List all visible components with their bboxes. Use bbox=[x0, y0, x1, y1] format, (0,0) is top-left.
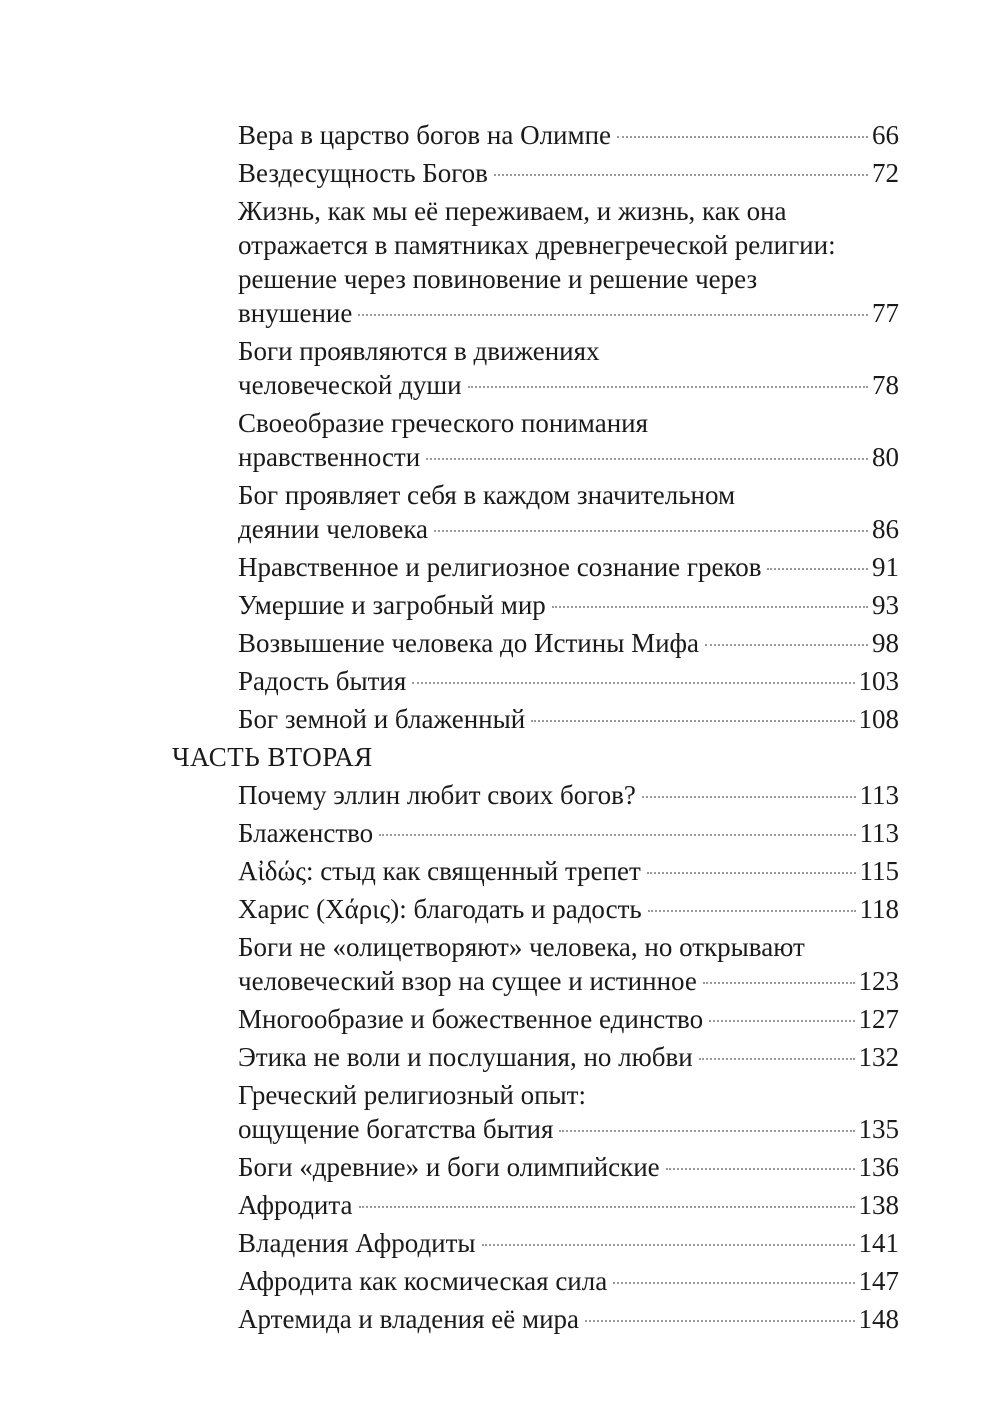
dot-leader bbox=[703, 981, 855, 984]
toc-entry-title-line: внушение bbox=[238, 298, 353, 328]
toc-entry bbox=[238, 664, 899, 698]
toc-entry-title-line: Греческий религиозный опыт: bbox=[238, 1080, 586, 1110]
toc-entry-last-line bbox=[238, 702, 899, 736]
toc-entry-last-line bbox=[238, 964, 899, 998]
toc-entry-last-line bbox=[238, 778, 899, 812]
toc-entry bbox=[238, 892, 899, 926]
toc-entry-last-line bbox=[238, 1188, 899, 1222]
page-number: 72 bbox=[872, 158, 899, 188]
dot-leader bbox=[613, 1281, 854, 1284]
toc-entry-last-line bbox=[238, 816, 899, 850]
toc-entry bbox=[238, 778, 899, 812]
page-number: 98 bbox=[872, 628, 899, 658]
toc-entry bbox=[238, 478, 899, 546]
dot-leader bbox=[705, 643, 868, 646]
toc-entry bbox=[238, 1040, 899, 1074]
toc-entry bbox=[238, 702, 899, 736]
toc-entry bbox=[238, 1302, 899, 1336]
dot-leader bbox=[642, 795, 856, 798]
toc-entry-title-line: Своеобразие греческого понимания bbox=[238, 408, 649, 438]
toc-entry bbox=[238, 816, 899, 850]
dot-leader bbox=[359, 1205, 855, 1208]
page-number: 78 bbox=[872, 370, 899, 400]
toc-entry bbox=[238, 626, 899, 660]
toc-entry-title-line: отражается в памятниках древнегреческой религии: bbox=[238, 230, 836, 260]
table-of-contents bbox=[0, 118, 1000, 1340]
toc-entry-last-line bbox=[238, 1112, 899, 1146]
dot-leader bbox=[379, 833, 855, 836]
toc-entry-last-line bbox=[238, 1150, 899, 1184]
dot-leader bbox=[617, 135, 868, 138]
toc-entry-title-line: ощущение богатства бытия bbox=[238, 1114, 554, 1144]
page-number: 138 bbox=[858, 1190, 899, 1220]
dot-leader bbox=[648, 909, 856, 912]
toc-entry-last-line bbox=[238, 118, 899, 152]
toc-entry-title-line: Возвышение человека до Истины Мифа bbox=[238, 628, 700, 658]
toc-entry-title-line: Вера в царство богов на Олимпе bbox=[238, 120, 612, 150]
page-number: 127 bbox=[858, 1004, 899, 1034]
toc-entry-title-line: нравственности bbox=[238, 442, 421, 472]
dot-leader bbox=[494, 173, 868, 176]
toc-entry-title-line: решение через повиновение и решение через bbox=[238, 264, 758, 294]
toc-entry-title-line: Радость бытия bbox=[238, 666, 407, 696]
dot-leader bbox=[434, 529, 868, 532]
toc-entry bbox=[238, 550, 899, 584]
toc-entry-title-line: Многообразие и божественное единство bbox=[238, 1004, 704, 1034]
part-heading: ЧАСТЬ ВТОРАЯ bbox=[172, 742, 373, 772]
dot-leader bbox=[709, 1019, 854, 1022]
page-number: 80 bbox=[872, 442, 899, 472]
dot-leader bbox=[468, 385, 868, 388]
toc-entry-title-line: Харис (Χάρις): благодать и радость bbox=[238, 894, 642, 924]
page-number: 77 bbox=[872, 298, 899, 328]
page-number: 141 bbox=[858, 1228, 899, 1258]
toc-entry bbox=[238, 194, 899, 330]
toc-entry-title-line: Этика не воли и послушания, но любви bbox=[238, 1042, 693, 1072]
dot-leader bbox=[585, 1319, 854, 1322]
toc-entry-title-line: Нравственное и религиозное сознание греков bbox=[238, 552, 762, 582]
dot-leader bbox=[552, 605, 868, 608]
toc-entry-title-line: Боги не «олицетворяют» человека, но открывают bbox=[238, 932, 805, 962]
toc-entry-title-line: Вездесущность Богов bbox=[238, 158, 488, 188]
dot-leader bbox=[482, 1243, 855, 1246]
dot-leader bbox=[647, 871, 856, 874]
page-number: 86 bbox=[872, 514, 899, 544]
toc-entry-title-line: Афродита bbox=[238, 1190, 353, 1220]
page-number: 108 bbox=[858, 704, 899, 734]
page-number: 66 bbox=[872, 120, 899, 150]
dot-leader bbox=[666, 1167, 855, 1170]
toc-entry bbox=[238, 406, 899, 474]
toc-entry-last-line bbox=[238, 1264, 899, 1298]
toc-entry bbox=[238, 1150, 899, 1184]
toc-entry-last-line bbox=[238, 368, 899, 402]
toc-entry-title-line: человеческой души bbox=[238, 370, 462, 400]
page-number: 103 bbox=[858, 666, 899, 696]
toc-entry-last-line bbox=[238, 1302, 899, 1336]
page-number: 123 bbox=[858, 966, 899, 996]
toc-entry bbox=[238, 1264, 899, 1298]
toc-entry-last-line bbox=[238, 588, 899, 622]
dot-leader bbox=[559, 1129, 854, 1132]
page-number: 135 bbox=[858, 1114, 899, 1144]
toc-entry bbox=[238, 1002, 899, 1036]
toc-entry-title-line: Бог земной и блаженный bbox=[238, 704, 526, 734]
toc-entry-last-line bbox=[238, 1040, 899, 1074]
toc-entry-title-line: Αἰδώς: стыд как священный трепет bbox=[238, 856, 641, 886]
toc-entry bbox=[238, 1078, 899, 1146]
dot-leader bbox=[358, 313, 868, 316]
toc-entry bbox=[238, 1188, 899, 1222]
toc-entry-title-line: человеческий взор на сущее и истинное bbox=[238, 966, 697, 996]
page-number: 136 bbox=[858, 1152, 899, 1182]
toc-entry-title-line: Умершие и загробный мир bbox=[238, 590, 546, 620]
toc-entry-last-line bbox=[238, 550, 899, 584]
toc-entry-title-line: Жизнь, как мы её переживаем, и жизнь, как она bbox=[238, 196, 787, 226]
toc-entry-last-line bbox=[238, 664, 899, 698]
toc-entry bbox=[238, 854, 899, 888]
toc-entry bbox=[238, 1226, 899, 1260]
toc-entry-last-line bbox=[238, 512, 899, 546]
page-number: 148 bbox=[858, 1304, 899, 1334]
page-number: 113 bbox=[859, 818, 899, 848]
page-number: 115 bbox=[859, 856, 899, 886]
toc-entry bbox=[238, 334, 899, 402]
toc-entry-title-line: Почему эллин любит своих богов? bbox=[238, 780, 636, 810]
toc-entry-title-line: Боги проявляются в движениях bbox=[238, 336, 600, 366]
toc-entry-last-line bbox=[238, 156, 899, 190]
page-number: 113 bbox=[859, 780, 899, 810]
toc-entry-title-line: деянии человека bbox=[238, 514, 429, 544]
dot-leader bbox=[531, 719, 854, 722]
toc-entry-title-line: Артемида и владения её мира bbox=[238, 1304, 580, 1334]
toc-entry-title-line: Бог проявляет себя в каждом значительном bbox=[238, 480, 736, 510]
page-number: 118 bbox=[859, 894, 899, 924]
toc-entry bbox=[238, 118, 899, 152]
toc-entry-title-line: Блаженство bbox=[238, 818, 374, 848]
toc-entry-title-line: Владения Афродиты bbox=[238, 1228, 476, 1258]
page-number: 132 bbox=[858, 1042, 899, 1072]
toc-entry bbox=[238, 930, 899, 998]
toc-entry bbox=[238, 156, 899, 190]
toc-entry bbox=[238, 588, 899, 622]
toc-entry-last-line bbox=[238, 626, 899, 660]
page-number: 147 bbox=[858, 1266, 899, 1296]
toc-entry-last-line bbox=[238, 1226, 899, 1260]
toc-entry-last-line bbox=[238, 892, 899, 926]
page-number: 91 bbox=[872, 552, 899, 582]
toc-entry-last-line bbox=[238, 440, 899, 474]
toc-entry-title-line: Афродита как космическая сила bbox=[238, 1266, 608, 1296]
toc-entry-title-line: Боги «древние» и боги олимпийские bbox=[238, 1152, 660, 1182]
toc-entry-last-line bbox=[238, 296, 899, 330]
dot-leader bbox=[767, 567, 868, 570]
dot-leader bbox=[699, 1057, 855, 1060]
toc-entry-last-line bbox=[238, 854, 899, 888]
page-number: 93 bbox=[872, 590, 899, 620]
dot-leader bbox=[412, 681, 854, 684]
toc-entry-last-line bbox=[238, 1002, 899, 1036]
dot-leader bbox=[426, 457, 868, 460]
